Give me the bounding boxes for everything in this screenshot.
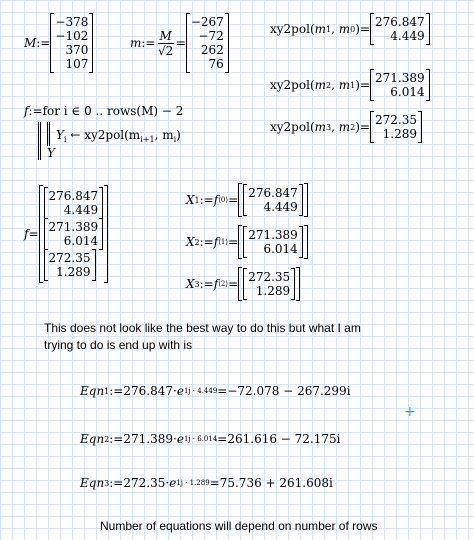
function-name: xy2pol [270, 78, 310, 92]
matrix-cell: −72 [198, 29, 224, 43]
xy2pol-result-3[interactable]: xy2pol ( m 3 , m 2 ) = 272.35 1.289 [270, 112, 422, 142]
x3-definition[interactable] [186, 268, 300, 300]
x-name: X [186, 277, 195, 291]
vector-cell: 1.289 [382, 127, 417, 141]
vector-cell: 272.35 [248, 270, 291, 284]
body-variable: Y [56, 128, 64, 142]
arg-subscript: 1 [350, 80, 356, 90]
function-name: xy2pol [270, 22, 310, 36]
column-index: ⟨0⟩ [218, 196, 229, 204]
question-text: This does not look like the best way to do this but what I am trying to do is end up with is [44, 321, 361, 352]
x-name: X [186, 193, 195, 207]
equals-sign: = [359, 22, 370, 36]
x-vector [243, 185, 303, 215]
matrix-M-name: M [24, 36, 37, 50]
vector-cell: 6.014 [263, 242, 298, 256]
complex-result: −72.078 − 267.299i [227, 384, 351, 398]
arg-subscript: 3 [326, 122, 332, 132]
x-vector [243, 269, 295, 299]
vector-cell: 271.389 [48, 220, 99, 234]
equation-3[interactable] [80, 476, 333, 490]
equals-sign: = [217, 432, 228, 446]
matrix-m-values [186, 14, 229, 72]
arg: m [314, 78, 327, 92]
result-vector [370, 112, 422, 142]
crosshair-cursor-icon: + [404, 404, 416, 420]
body-subscript: i+1 [140, 135, 155, 144]
magnitude: 271.389 [123, 432, 173, 446]
exp-base: e [176, 384, 184, 398]
equals-sign: = [359, 120, 370, 134]
program-f-definition[interactable] [24, 104, 183, 160]
arg: m [338, 78, 351, 92]
vector-cell: 272.35 [48, 251, 91, 265]
assign-operator: := [28, 104, 43, 118]
eqn-name: Eqn [80, 432, 105, 446]
loop-body [47, 122, 183, 146]
column-source: f [213, 235, 219, 249]
arg-subscript: 0 [350, 24, 356, 34]
equals-sign: = [228, 193, 239, 207]
footer-text: Number of equations will depend on number of rows [100, 519, 378, 533]
multiply-dot: · [165, 476, 170, 490]
body-expression: ) [176, 128, 181, 142]
matrix-cell: 107 [65, 57, 89, 71]
arg: m [338, 120, 351, 134]
arg-subscript: 2 [326, 80, 332, 90]
vector-cell: 4.449 [63, 203, 99, 217]
nested-matrix [39, 186, 109, 282]
body-variable-subscript: i [63, 135, 67, 144]
vector-cell: 4.449 [263, 200, 298, 214]
xy2pol-result-1[interactable]: xy2pol ( m 1 , m 0 ) = 276.847 4.449 [270, 14, 430, 44]
eqn-subscript: 1 [104, 386, 110, 396]
equals-sign: = [175, 36, 186, 50]
eqn-subscript: 2 [104, 434, 110, 444]
body-subscript: i [173, 135, 177, 144]
arg-subscript: 2 [350, 122, 356, 132]
complex-result: 75.736 + 261.608i [219, 476, 333, 490]
arg-subscript: 1 [326, 24, 332, 34]
complex-result: 261.616 − 72.175i [227, 432, 341, 446]
assign-operator: := [141, 36, 156, 50]
assign-operator: := [109, 432, 124, 446]
multiply-dot: · [173, 384, 177, 398]
equals-sign: = [28, 227, 39, 241]
eqn-name: Eqn [80, 476, 105, 490]
equals-sign: = [359, 78, 370, 92]
assign-operator: := [199, 277, 214, 291]
matrix-cell: −102 [55, 29, 89, 43]
vector-cell: 271.389 [248, 228, 298, 242]
matrix-cell: 76 [208, 57, 224, 71]
result-vector [370, 14, 430, 44]
vector-cell: 272.35 [374, 113, 417, 127]
x-outer [238, 226, 308, 258]
x-name: X [186, 235, 195, 249]
column-source: f [213, 277, 219, 291]
matrix-cell: −378 [55, 15, 89, 29]
x2-definition[interactable] [186, 226, 308, 258]
assign-operator: := [109, 384, 124, 398]
exponent: 1j · 6.014 [183, 435, 218, 443]
result-vector [370, 70, 430, 100]
program-name: f [24, 104, 29, 118]
x-subscript: 2 [194, 237, 200, 247]
x1-definition[interactable] [186, 184, 308, 216]
nested-vector [44, 250, 96, 280]
f-name: f [24, 227, 29, 241]
matrix-M-definition[interactable] [24, 14, 93, 72]
arg: m [338, 22, 351, 36]
xy2pol-result-2[interactable]: xy2pol ( m 2 , m 1 ) = 271.389 6.014 [270, 70, 430, 100]
column-index: ⟨1⟩ [218, 238, 229, 246]
body-expression: xy2pol(m [84, 128, 141, 142]
assign-operator: := [199, 193, 214, 207]
vector-cell: 271.389 [374, 71, 425, 85]
column-index: ⟨2⟩ [218, 280, 229, 288]
fraction-denominator: √2 [158, 43, 174, 58]
arg: m [314, 22, 327, 36]
matrix-cell: 370 [65, 43, 89, 57]
x-outer [238, 184, 308, 216]
x-vector [243, 227, 303, 257]
equals-sign: = [228, 235, 239, 249]
matrix-m-definition[interactable] [130, 14, 229, 72]
nested-vector [44, 188, 104, 218]
x-outer [238, 268, 300, 300]
vector-cell: 6.014 [63, 234, 99, 248]
vector-cell: 1.289 [255, 284, 291, 298]
matrix-cell: −267 [190, 15, 224, 29]
function-name: xy2pol [270, 120, 310, 134]
magnitude: 276.847 [123, 384, 173, 398]
equation-2[interactable] [80, 432, 340, 446]
assign-operator: := [109, 476, 124, 490]
vector-cell: 4.449 [390, 29, 425, 43]
matrix-m-name: m [130, 36, 142, 50]
equation-1[interactable] [80, 384, 351, 398]
magnitude: 272.35 [123, 476, 166, 490]
vector-cell: 276.847 [48, 189, 99, 203]
program-block [38, 122, 183, 160]
nested-vector [44, 219, 104, 249]
assign-operator: := [36, 36, 51, 50]
exponent: 1j · 4.449 [183, 387, 218, 395]
f-result[interactable] [24, 186, 108, 282]
x-subscript: 1 [194, 195, 200, 205]
equals-sign: = [209, 476, 220, 490]
loop-header: for i ∈ 0 .. rows(M) − 2 [42, 104, 184, 118]
exp-base: e [169, 476, 177, 490]
vector-cell: 6.014 [390, 85, 425, 99]
arg: m [314, 120, 327, 134]
matrix-M-values [50, 14, 93, 72]
return-value: Y [47, 146, 55, 160]
multiply-dot: · [173, 432, 177, 446]
assign-operator: := [199, 235, 214, 249]
fraction [158, 29, 174, 58]
eqn-subscript: 3 [104, 478, 110, 488]
equals-sign: = [217, 384, 228, 398]
column-source: f [213, 193, 219, 207]
x-subscript: 3 [194, 279, 200, 289]
fraction-numerator: M [159, 28, 172, 43]
eqn-name: Eqn [80, 384, 105, 398]
body-expression: , m [154, 128, 174, 142]
matrix-cell: 262 [200, 43, 224, 57]
vector-cell: 1.289 [56, 265, 91, 279]
local-assign-arrow: ← [70, 128, 81, 142]
vector-cell: 276.847 [374, 15, 425, 29]
equals-sign: = [228, 277, 239, 291]
exp-base: e [176, 432, 184, 446]
vector-cell: 276.847 [248, 186, 298, 200]
exponent: 1j · 1.289 [176, 479, 210, 487]
